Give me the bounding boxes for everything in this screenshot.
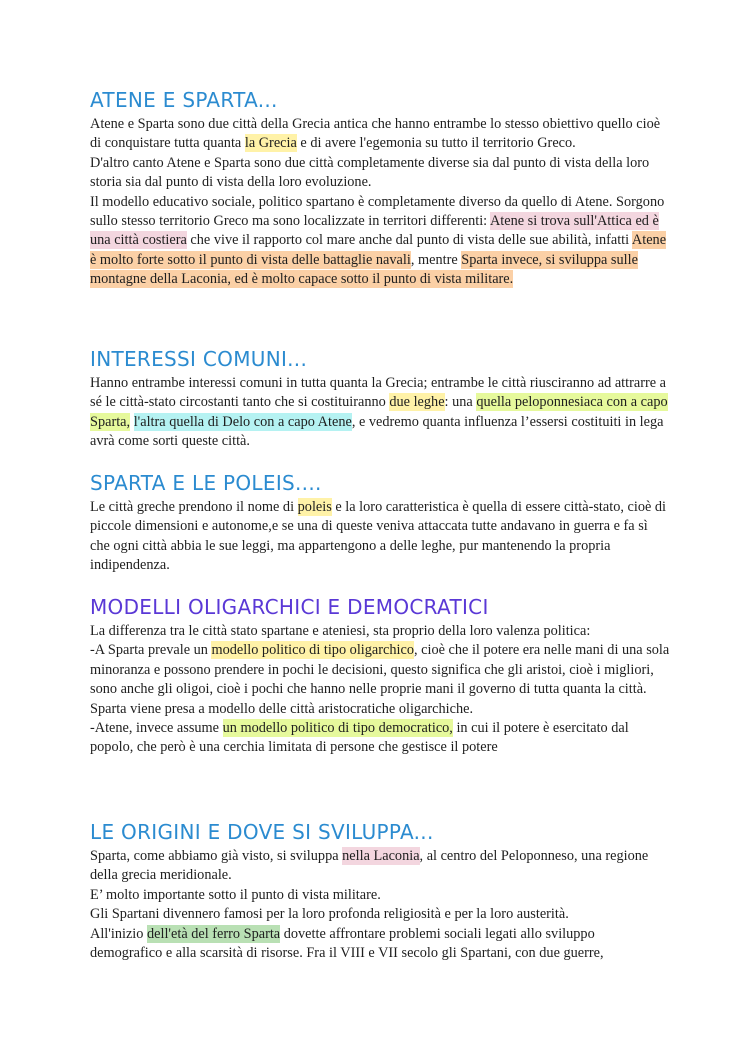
section-le-origini (90, 819, 670, 963)
section-body (90, 847, 670, 963)
paragraph (90, 374, 670, 452)
text-run: La differenza tra le città stato spartane e ateniesi, sta proprio della loro valenza politica: (90, 623, 591, 639)
paragraph (90, 115, 670, 154)
paragraph (90, 886, 670, 905)
text-run: -A Sparta prevale un (90, 642, 212, 659)
highlighted-text: nella Laconia (342, 848, 420, 864)
text-run: , cioè che il potere era nelle mani di una sola minoranza e possono prendere in pochi le decisioni, questo significa che gli aristoi, cioè i migliori, sono anche gli oligoi, cioè i pochi che hanno nelle proprie mani il governo di tutta quanta la città. (90, 642, 670, 698)
highlighted-text: modello politico di tipo oligarchico (211, 642, 414, 659)
section-body (90, 115, 670, 290)
paragraph (90, 641, 670, 699)
section-sparta-e-le-poleis (90, 470, 670, 576)
section-heading: LE ORIGINI E DOVE SI SVILUPPA... (90, 820, 434, 844)
text-run: Atene e Sparta sono due città della Grecia antica che hanno entrambe lo stesso obiettivo quello cioè di conquistare tutta quanta (90, 116, 661, 152)
text-run: Sparta viene presa a modello delle città aristocratiche oligarchiche. (90, 700, 474, 717)
highlighted-text: Atene si trova sull'Attica ed è una città costiera (90, 213, 659, 249)
highlighted-text: quella peloponnesiaca con a capo Sparta, (90, 394, 668, 430)
highlighted-text: Sparta invece, si sviluppa sulle montagne della Laconia, ed è molto capace sotto il punto di vista militare. (90, 251, 638, 288)
text-run: Il modello educativo sociale, politico spartano è completamente diverso da quello di Atene. Sorgono sullo stesso territorio Greco ma sono localizzate in territori differenti: (90, 193, 665, 230)
text-run: All'inizio (90, 925, 147, 942)
text-run: Hanno entrambe interessi comuni in tutta quanta la Grecia; entrambe le città riusciranno ad attrarre a sé le città-stato circostanti tanto che si costituiranno (90, 375, 667, 411)
highlighted-text: dell'età del ferro Sparta (146, 925, 281, 942)
highlighted-text: l'altra quella di Delo con a capo Atene (133, 413, 352, 430)
paragraph (90, 498, 670, 576)
section-body (90, 622, 670, 758)
section-heading: ATENE E SPARTA... (90, 88, 278, 112)
text-run: Le città greche prendono il nome di (90, 499, 298, 515)
text-run: , al centro del Peloponneso, una regione della grecia meridionale. (90, 848, 649, 884)
highlighted-text: poleis (297, 499, 332, 515)
text-run: che vive il rapporto col mare anche dal punto di vista delle sue abilità, infatti (186, 232, 632, 249)
paragraph (90, 905, 670, 924)
text-run: , e vedremo quanta influenza l’essersi costituiti in lega avrà come sorti queste città. (90, 413, 664, 450)
section-heading: SPARTA E LE POLEIS.... (90, 471, 322, 495)
text-run: -Atene, invece assume (90, 720, 223, 737)
paragraph (90, 154, 670, 193)
text-run: : una (444, 394, 477, 411)
paragraph (90, 925, 670, 964)
paragraph (90, 622, 670, 641)
text-run: e la loro caratteristica è quella di essere città-stato, cioè di piccole dimensioni e autonome,e se una di queste veniva attaccata tutte andavano in guerra e fa sì che ogni città abbia le sue leggi, ma appartengono a delle leghe, pur mantenendo la propria indipendenza. (90, 499, 667, 574)
text-run: dovette affrontare problemi sociali legati allo sviluppo demografico e alla scarsità di risorse. Fra il VIII e VII secolo gli Spartani, con due guerre, (90, 925, 604, 962)
section-interessi-comuni (90, 346, 670, 452)
text-run: Sparta, come abbiamo già visto, si sviluppa (90, 848, 343, 864)
highlighted-text: due leghe (389, 394, 445, 411)
section-heading: MODELLI OLIGARCHICI E DEMOCRATICI (90, 595, 489, 619)
text-run: in cui il potere è esercitato dal popolo, che però è una cerchia limitata di persone che gestisce il potere (90, 720, 629, 756)
text-run: E’ molto importante sotto il punto di vista militare. (90, 886, 381, 903)
highlighted-text: la Grecia (244, 135, 297, 152)
paragraph (90, 193, 670, 290)
text-run: D'altro canto Atene e Sparta sono due città completamente diverse sia dal punto di vista della loro storia sia dal punto di vista della loro evoluzione. (90, 154, 650, 191)
paragraph (90, 700, 670, 719)
paragraph (90, 719, 670, 758)
paragraph (90, 847, 670, 886)
text-run: Gli Spartani divennero famosi per la loro profonda religiosità e per la loro austerità. (90, 906, 569, 923)
section-modelli-oligarchici (90, 594, 670, 758)
section-atene-e-sparta (90, 87, 670, 290)
section-body (90, 374, 670, 452)
section-body (90, 498, 670, 576)
text-run: e di avere l'egemonia su tutto il territorio Greco. (296, 135, 576, 152)
text-run: , mentre (410, 251, 462, 268)
highlighted-text: un modello politico di tipo democratico, (222, 720, 453, 737)
highlighted-text: Atene è molto forte sotto il punto di vista delle battaglie navali (90, 232, 667, 268)
section-heading: INTERESSI COMUNI... (90, 347, 308, 371)
